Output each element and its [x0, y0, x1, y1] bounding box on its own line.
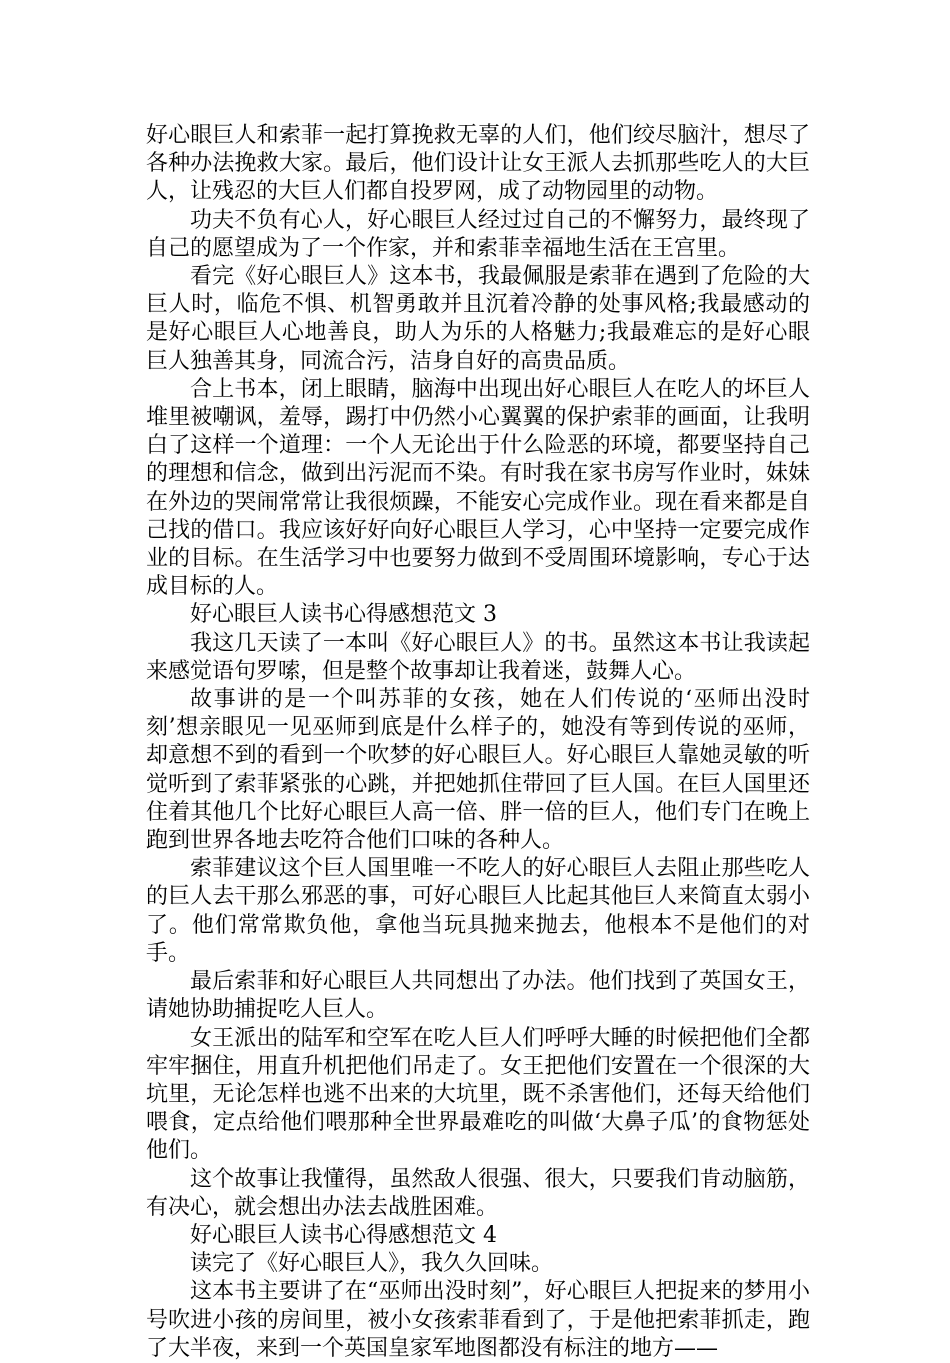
- paragraph: 好心眼巨人和索菲一起打算挽救无辜的人们，他们绞尽脑汁，想尽了各种办法挽救大家。最后，他们设计让女王派人去抓那些吃人的大巨人，让残忍的大巨人们都自投罗网，成了动物园里的动物。: [146, 123, 810, 205]
- paragraph: 故事讲的是一个叫苏菲的女孩，她在人们传说的‘巫师出没时刻’想亲眼见一见巫师到底是什么样子的，她没有等到传说的巫师，却意想不到的看到一个吹梦的好心眼巨人。好心眼巨人靠她灵敏的听觉听到了索菲紧张的心跳，并把她抓住带回了巨人国。在巨人国里还住着其他几个比好心眼巨人高一倍、胖一倍的巨人，他们专门在晚上跑到世界各地去吃符合他们口味的各种人。: [146, 687, 810, 854]
- paragraph: 这个故事让我懂得，虽然敌人很强、很大，只要我们肯动脑筋，有决心，就会想出办法去战胜困难。: [146, 1166, 810, 1220]
- paragraph: 合上书本，闭上眼睛，脑海中出现出好心眼巨人在吃人的坏巨人堆里被嘲讽，羞辱，踢打中仍然小心翼翼的保护索菲的画面，让我明白了这样一个道理：一个人无论出于什么险恶的环境，都要坚持自己的理想和信念，做到出污泥而不染。有时我在家书房写作业时，妹妹在外边的哭闹常常让我很烦躁，不能安心完成作业。现在看来都是自己找的借口。我应该好好向好心眼巨人学习，心中坚持一定要完成作业的目标。在生活学习中也要努力做到不受周围环境影响，专心于达成目标的人。: [146, 376, 810, 600]
- section-heading: 好心眼巨人读书心得感想范文 4: [190, 1222, 497, 1248]
- paragraph: 索菲建议这个巨人国里唯一不吃人的好心眼巨人去阻止那些吃人的巨人去干那么邪恶的事，可好心眼巨人比起其他巨人来简直太弱小了。他们常常欺负他，拿他当玩具抛来抛去，他根本不是他们的对手。: [146, 856, 810, 966]
- document-body: [146, 122, 810, 1363]
- paragraph: 读完了《好心眼巨人》，我久久回味。: [190, 1251, 554, 1277]
- paragraph: 功夫不负有心人，好心眼巨人经过过自己的不懈努力，最终现了自己的愿望成为了一个作家，并和索菲幸福地生活在王宫里。: [146, 207, 810, 261]
- paragraph: 看完《好心眼巨人》这本书，我最佩服是索菲在遇到了危险的大巨人时，临危不惧、机智勇敢并且沉着冷静的处事风格;我最感动的是好心眼巨人心地善良，助人为乐的人格魅力;我最难忘的是好心眼巨人独善其身，同流合污，洁身自好的高贵品质。: [146, 264, 810, 374]
- section-heading: 好心眼巨人读书心得感想范文 3: [190, 602, 497, 628]
- paragraph: 这本书主要讲了在“巫师出没时刻”，好心眼巨人把捉来的梦用小号吹进小孩的房间里，被小女孩索菲看到了，于是他把索菲抓走，跑了大半夜，来到一个英国皇家军地图都没有标注的地方——: [146, 1279, 810, 1361]
- paragraph: 最后索菲和好心眼巨人共同想出了办法。他们找到了英国女王，请她协助捕捉吃人巨人。: [146, 969, 810, 1023]
- paragraph: 女王派出的陆军和空军在吃人巨人们呼呼大睡的时候把他们全都牢牢捆住，用直升机把他们吊走了。女王把他们安置在一个很深的大坑里，无论怎样也逃不出来的大坑里，既不杀害他们，还每天给他们喂食，定点给他们喂那种全世界最难吃的叫做‘大鼻子瓜’的食物惩处他们。: [146, 1025, 810, 1164]
- paragraph: 我这几天读了一本叫《好心眼巨人》的书。虽然这本书让我读起来感觉语句罗嗦，但是整个故事却让我着迷，鼓舞人心。: [146, 630, 810, 684]
